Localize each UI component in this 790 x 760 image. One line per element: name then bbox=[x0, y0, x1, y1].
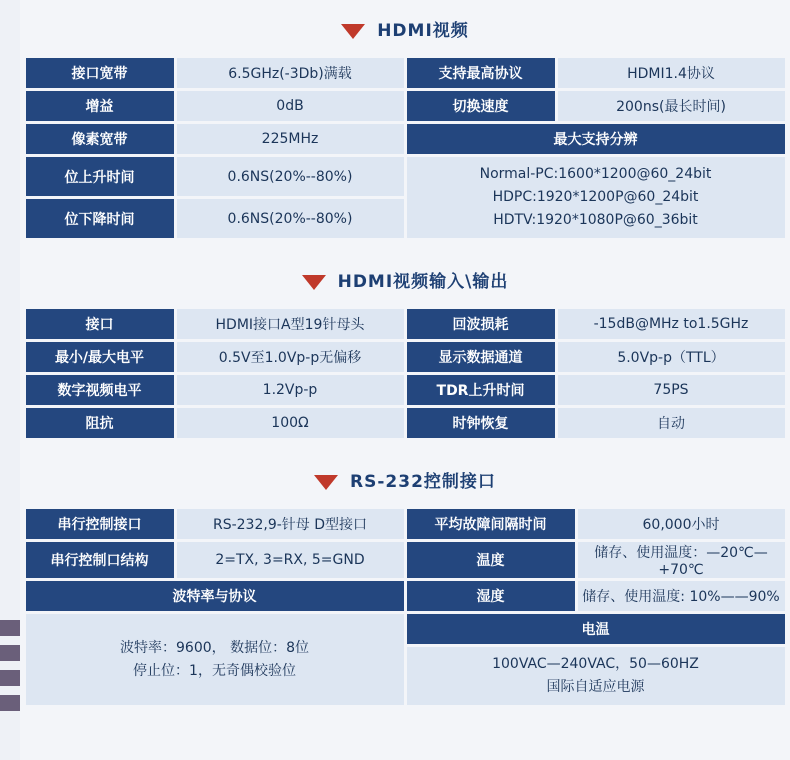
cell-label: 阻抗 bbox=[26, 408, 174, 438]
cell-label: 数字视频电平 bbox=[26, 375, 174, 405]
cell-value: 60,000小时 bbox=[578, 509, 785, 539]
table-row bbox=[26, 91, 785, 121]
section-title-hdmi-io bbox=[20, 241, 790, 292]
baudrate-line: 波特率：9600， 数据位：8位 bbox=[120, 639, 309, 656]
cell-label: 时钟恢复 bbox=[407, 408, 555, 438]
cell-label: 显示数据通道 bbox=[407, 342, 555, 372]
cell-value: 0.6NS(20%--80%) bbox=[177, 157, 404, 196]
cell-label: 增益 bbox=[26, 91, 174, 121]
cell-resolution-list bbox=[407, 157, 785, 238]
resolution-line: HDPC:1920*1200P@60_24bit bbox=[492, 189, 699, 205]
table-rs232 bbox=[23, 506, 788, 708]
table-row bbox=[26, 509, 785, 539]
cell-value: HDMI1.4协议 bbox=[558, 58, 785, 88]
section-title-text: RS-232控制接口 bbox=[350, 472, 496, 492]
cell-header-baudrate: 波特率与协议 bbox=[26, 581, 404, 611]
table-row bbox=[26, 375, 785, 405]
power-line: 国际自适应电源 bbox=[546, 679, 645, 695]
cell-value: HDMI接口A型19针母头 bbox=[177, 309, 404, 339]
triangle-down-icon bbox=[314, 475, 338, 490]
resolution-line: Normal-PC:1600*1200@60_24bit bbox=[479, 166, 712, 182]
table-row bbox=[26, 581, 785, 611]
cell-value: 200ns(最长时间) bbox=[558, 91, 785, 121]
cell-label: 支持最高协议 bbox=[407, 58, 555, 88]
cell-label: 接口宽带 bbox=[26, 58, 174, 88]
cell-power-detail bbox=[407, 647, 785, 705]
cell-value: 225MHz bbox=[177, 124, 404, 154]
table-row bbox=[26, 614, 785, 644]
cell-label: 位下降时间 bbox=[26, 199, 174, 238]
cell-label: 串行控制口结构 bbox=[26, 542, 174, 578]
cell-label: 像素宽带 bbox=[26, 124, 174, 154]
section-title-text: HDMI视频输入\输出 bbox=[337, 272, 509, 292]
cell-value: 75PS bbox=[558, 375, 785, 405]
cell-value: 5.0Vp-p（TTL） bbox=[558, 342, 785, 372]
cell-value: 1.2Vp-p bbox=[177, 375, 404, 405]
table-row bbox=[26, 124, 785, 154]
resolution-line: HDTV:1920*1080P@60_36bit bbox=[493, 212, 698, 228]
cell-label: 切换速度 bbox=[407, 91, 555, 121]
table-row bbox=[26, 157, 785, 196]
table-row bbox=[26, 408, 785, 438]
cell-header-max-resolution: 最大支持分辨 bbox=[407, 124, 785, 154]
table-row bbox=[26, 58, 785, 88]
triangle-down-icon bbox=[341, 24, 365, 39]
baudrate-line: 停止位：1，无奇偶校验位 bbox=[133, 662, 296, 679]
cell-label: TDR上升时间 bbox=[407, 375, 555, 405]
cell-value: 0dB bbox=[177, 91, 404, 121]
cell-label: 回波损耗 bbox=[407, 309, 555, 339]
cell-value: -15dB@MHz to1.5GHz bbox=[558, 309, 785, 339]
section-title-text: HDMI视频 bbox=[377, 21, 469, 41]
section-title-hdmi-video bbox=[20, 0, 790, 41]
cell-label: 串行控制接口 bbox=[26, 509, 174, 539]
cell-label: 最小/最大电平 bbox=[26, 342, 174, 372]
cell-value: 储存、使用温度：—20℃—+70℃ bbox=[578, 542, 785, 578]
spec-content bbox=[20, 0, 790, 760]
power-line: 100VAC—240VAC，50—60HZ bbox=[492, 656, 699, 672]
cell-label: 平均故障间隔时间 bbox=[407, 509, 575, 539]
left-decorative-strip bbox=[0, 0, 20, 760]
cell-baudrate-detail bbox=[26, 614, 404, 705]
cell-value: 0.5V至1.0Vp-p无偏移 bbox=[177, 342, 404, 372]
cell-label: 接口 bbox=[26, 309, 174, 339]
table-row bbox=[26, 342, 785, 372]
table-row bbox=[26, 542, 785, 578]
cell-value: 6.5GHz(-3Db)满载 bbox=[177, 58, 404, 88]
cell-value: 100Ω bbox=[177, 408, 404, 438]
cell-value: RS-232,9-针母 D型接口 bbox=[177, 509, 404, 539]
cell-label: 温度 bbox=[407, 542, 575, 578]
cell-label: 湿度 bbox=[407, 581, 575, 611]
cell-value: 自动 bbox=[558, 408, 785, 438]
triangle-down-icon bbox=[302, 275, 326, 290]
table-hdmi-io bbox=[23, 306, 788, 441]
section-title-rs232 bbox=[20, 441, 790, 492]
cell-value: 0.6NS(20%--80%) bbox=[177, 199, 404, 238]
cell-header-power: 电温 bbox=[407, 614, 785, 644]
cell-value: 2=TX, 3=RX, 5=GND bbox=[177, 542, 404, 578]
table-hdmi-video bbox=[23, 55, 788, 241]
cell-value: 储存、使用温度: 10%——90% bbox=[578, 581, 785, 611]
table-row bbox=[26, 309, 785, 339]
cell-label: 位上升时间 bbox=[26, 157, 174, 196]
